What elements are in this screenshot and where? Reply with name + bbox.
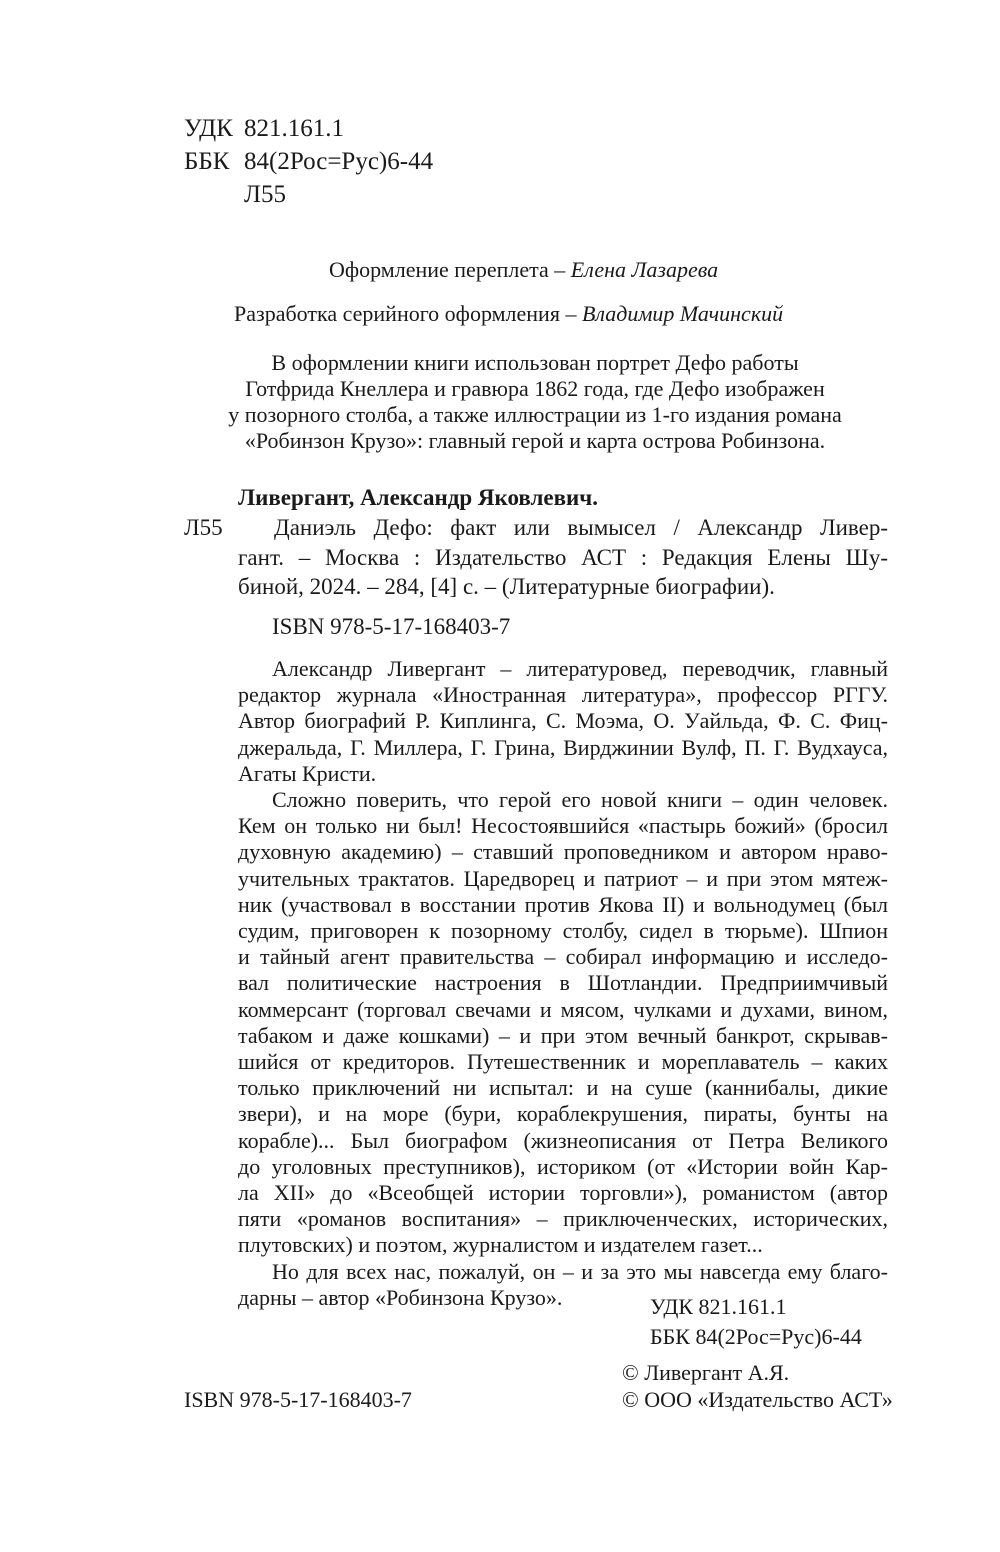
annotation-line: Сложно поверить, что герой его новой книги – один человек. [272,787,888,813]
annotation-paragraph-1 [238,656,888,787]
annotation-line: дарны – автор «Робинзона Крузо». [238,1284,563,1310]
footer-bbk: ББК 84(2Рос=Рус)6-44 [650,1324,862,1349]
note-line: у позорного столба, а также иллюстрации из 1-го издания романа [228,402,842,427]
udk-value: 821.161.1 [244,115,344,142]
annotation-line: учительных трактатов. Царедворец и патриот – и при этом мятеж- [238,865,888,891]
annotation-line: Автор биографий Р. Киплинга, С. Моэма, О. Уайльда, Ф. С. Фиц- [238,708,888,734]
footer-isbn: ISBN 978-5-17-168403-7 [184,1387,412,1412]
copyright-author: © Ливергант А.Я. [622,1360,790,1385]
record-line: гант. – Москва : Издательство АСТ : Редакция Елены Шу- [238,544,888,570]
annotation-line: Но для всех нас, пожалуй, он – и за это мы навсегда ему благо- [272,1258,888,1284]
annotation-line: плутовских) и поэтом, журналистом и издателем газет... [238,1232,763,1258]
annotation-line: корабле)... Был биографом (жизнеописания от Петра Великого [238,1127,888,1153]
annotation-line: только приключений ни испытал: и на суше (каннибалы, дикие [238,1075,888,1101]
binding-designer: Елена Лазарева [570,257,719,282]
annotation-line: редактор журнала «Иностранная литература», профессор РГГУ. [238,682,888,708]
bbk-value: 84(2Рос=Рус)6-44 [244,148,434,175]
annotation [238,656,888,1311]
annotation-line: судим, приговорен к позорному столбу, сидел в тюрьме). Шпион [238,918,888,944]
series-role: Разработка серийного оформления – [234,301,582,326]
annotation-line: ник (участвовал в восстании против Якова II) и вольнодумец (был [238,891,888,917]
record-heading: Ливергант, Александр Яковлевич. [238,485,599,510]
classification-block [184,112,433,211]
annotation-line: джеральда, Г. Миллера, Г. Грина, Вирджинии Вулф, П. Г. Вудхауса, [238,734,888,760]
annotation-line: Александр Ливергант – литературовед, переводчик, главный [272,656,888,681]
udk-label: УДК [184,115,233,142]
annotation-line: и тайный агент правительства – собирал информацию и исследо- [238,944,888,970]
record-line: Даниэль Дефо: факт или вымысел / Александр Ливер- [274,515,888,540]
record-isbn: ISBN 978-5-17-168403-7 [272,614,511,639]
bbk-line [184,145,433,178]
record-line: биной, 2024. – 284, [4] с. – (Литературные биографии). [238,574,775,599]
note-line: В оформлении книги использован портрет Дефо работы [271,350,799,375]
annotation-line: духовную академию) – ставший проповедником и автором нраво- [238,839,888,865]
footer-udk: УДК 821.161.1 [650,1294,787,1319]
series-credit [234,300,783,328]
annotation-paragraph-3 [238,1259,888,1311]
note-line: «Робинзон Крузо»: главный герой и карта острова Робинзона. [244,428,826,453]
annotation-paragraph-2 [238,787,888,1259]
annotation-line: вал политические настроения в Шотландии. Предприимчивый [238,970,888,996]
record-description [238,513,888,602]
annotation-line: ла XII» до «Всеобщей истории торговли»), романистом (автор [238,1180,888,1206]
annotation-line: табаком и даже кошками) – и при этом вечный банкрот, скрывав- [238,1022,888,1048]
binding-credit [329,256,718,284]
illustration-note [200,350,870,454]
series-designer: Владимир Мачинский [581,301,784,326]
bbk-label: ББК [184,148,230,175]
annotation-line: шийся от кредиторов. Путешественник и мореплаватель – каких [238,1049,888,1075]
note-line: Готфрида Кнеллера и гравюра 1862 года, где Дефо изображен [245,376,825,401]
annotation-line: Кем он только ни был! Несостоявшийся «пастырь божий» (бросил [238,813,888,839]
udk-line [184,112,433,145]
annotation-line: коммерсант (торговал свечами и мясом, чулками и духами, вином, [238,996,888,1022]
copyright-publisher: © ООО «Издательство АСТ» [622,1387,893,1412]
binding-role: Оформление переплета – [329,257,571,282]
annotation-line: Агаты Кристи. [238,760,377,786]
annotation-line: пяти «романов воспитания» – приключенческих, исторических, [238,1206,888,1232]
record-sign: Л55 [184,515,223,540]
annotation-line: звери), и на море (бури, кораблекрушения, пираты, бунты на [238,1101,888,1127]
author-sign: Л55 [244,181,286,208]
annotation-line: до уголовных преступников), историком (от «Истории войн Кар- [238,1153,888,1179]
